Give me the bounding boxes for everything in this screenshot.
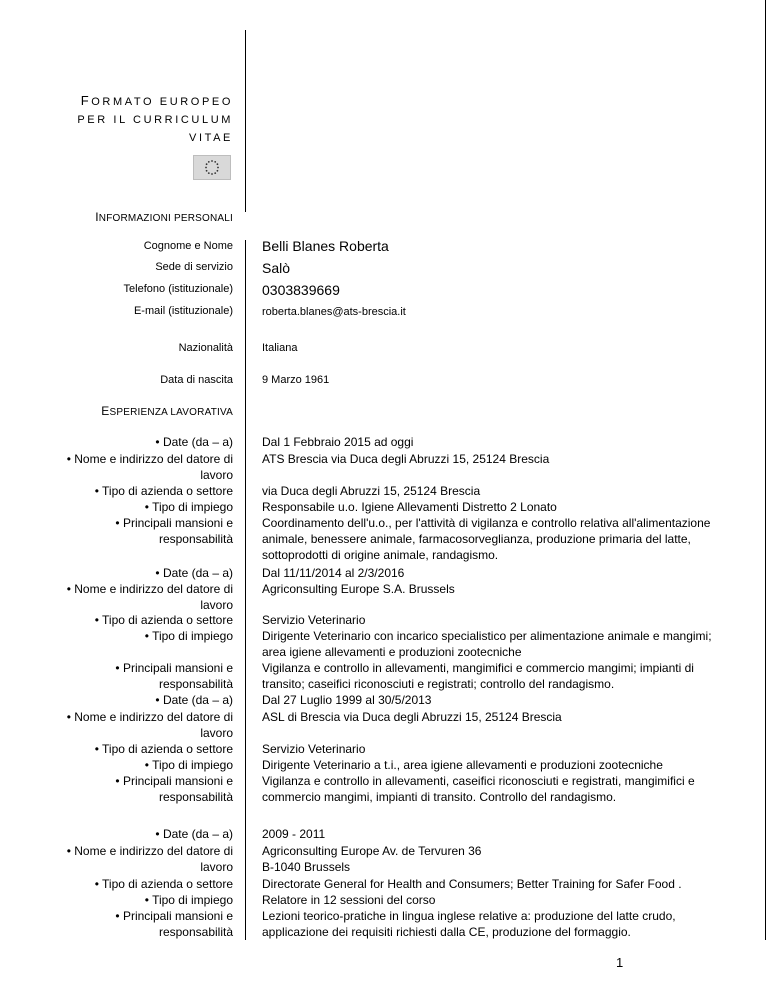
label-phone: Telefono (istituzionale) [123,283,233,295]
label-email: E-mail (istituzionale) [133,305,233,317]
value-birthdate: 9 Marzo 1961 [262,374,330,386]
label-date: • Date (da – a) [155,693,233,707]
entry1-duties: Coordinamento dell'u.o., per l'attività di vigilanza e controllo relativa all'alimentazione animale, benessere animale, farmacosorveglianza, produzione primaria del latte, sottoprodotti di origine animale, randagismo. [262,516,711,562]
entry3-employer: ASL di Brescia via Duca degli Abruzzi 15, 25124 Brescia [262,710,562,724]
column-divider-main [245,240,246,940]
label-employer: • Nome e indirizzo del datore di lavoro [66,710,233,740]
entry3-date: Dal 27 Luglio 1999 al 30/5/2013 [262,693,432,707]
page-number: 1 [616,955,624,970]
label-employer: • Nome e indirizzo del datore di lavoro [66,844,233,874]
label-birthdate: Data di nascita [160,374,233,386]
label-duties: • Principali mansioni e responsabilità [115,909,233,939]
entry4-date: 2009 - 2011 [262,827,326,841]
entry4-sector: Directorate General for Health and Consumers; Better Training for Safer Food . [262,877,682,891]
entry3-job: Dirigente Veterinario a t.i., area igiene allevamenti e produzioni zootecniche [262,758,663,772]
entry4-duties: Lezioni teorico-pratiche in lingua inglese relative a: produzione del latte crudo, applicazione dei requisiti richiesti dalla CE, produzione del formaggio. [262,909,676,939]
value-email: roberta.blanes@ats-brescia.it [262,306,406,318]
label-job: • Tipo di impiego [144,629,233,643]
label-job: • Tipo di impiego [144,893,233,907]
entry4-job: Relatore in 12 sessioni del corso [262,893,436,907]
label-nationality: Nazionalità [178,342,233,354]
section-title-personal: INFORMAZIONI PERSONALI [95,210,233,224]
label-office: Sede di servizio [155,261,233,273]
label-duties: • Principali mansioni e responsabilità [115,516,233,546]
label-date: • Date (da – a) [155,566,233,580]
entry2-date: Dal 11/11/2014 al 2/3/2016 [262,566,405,580]
value-name: Belli Blanes Roberta [262,238,389,254]
column-divider-top [245,30,246,212]
label-date: • Date (da – a) [155,435,233,449]
entry1-job: Responsabile u.o. Igiene Allevamenti Distretto 2 Lonato [262,500,557,514]
section-title-experience: ESPERIENZA LAVORATIVA [101,404,233,418]
page-right-border [765,0,766,940]
entry1-employer: ATS Brescia via Duca degli Abruzzi 15, 25124 Brescia [262,452,550,466]
label-sector: • Tipo di azienda o settore [94,484,233,498]
label-job: • Tipo di impiego [144,500,233,514]
label-sector: • Tipo di azienda o settore [94,613,233,627]
label-sector: • Tipo di azienda o settore [94,742,233,756]
value-office: Salò [262,260,291,276]
entry3-sector: Servizio Veterinario [262,742,366,756]
entry2-duties: Vigilanza e controllo in allevamenti, mangimifici e commercio mangimi; impianti di transito; caseifici riconosciuti e registrati; controllo del randagismo. [262,661,694,691]
entry2-sector: Servizio Veterinario [262,613,366,627]
label-employer: • Nome e indirizzo del datore di lavoro [66,452,233,482]
entry4-employer: Agriconsulting Europe Av. de Tervuren 36 B-1040 Brussels [262,844,482,874]
label-job: • Tipo di impiego [144,758,233,772]
entry1-sector: via Duca degli Abruzzi 15, 25124 Brescia [262,484,481,498]
value-nationality: Italiana [262,342,298,354]
label-date: • Date (da – a) [155,827,233,841]
label-duties: • Principali mansioni e responsabilità [115,661,233,691]
entry2-job: Dirigente Veterinario con incarico specialistico per alimentazione animale e mangimi; area igiene allevamenti e produzioni zootecniche [262,629,712,659]
label-duties: • Principali mansioni e responsabilità [115,774,233,804]
label-name: Cognome e Nome [143,240,233,252]
eu-flag-icon [193,155,231,180]
entry1-date: Dal 1 Febbraio 2015 ad oggi [262,435,414,449]
entry3-duties: Vigilanza e controllo in allevamenti, caseifici riconosciuti e registrati, mangimifici e commercio mangimi, impianti di transito. Controllo del randagismo. [262,774,695,804]
label-sector: • Tipo di azienda o settore [94,877,233,891]
value-phone: 0303839669 [262,282,340,298]
label-employer: • Nome e indirizzo del datore di lavoro [66,582,233,612]
document-title: FORMATO EUROPEO PER IL CURRICULUM VITAE [77,93,233,144]
entry2-employer: Agriconsulting Europe S.A. Brussels [262,582,455,596]
